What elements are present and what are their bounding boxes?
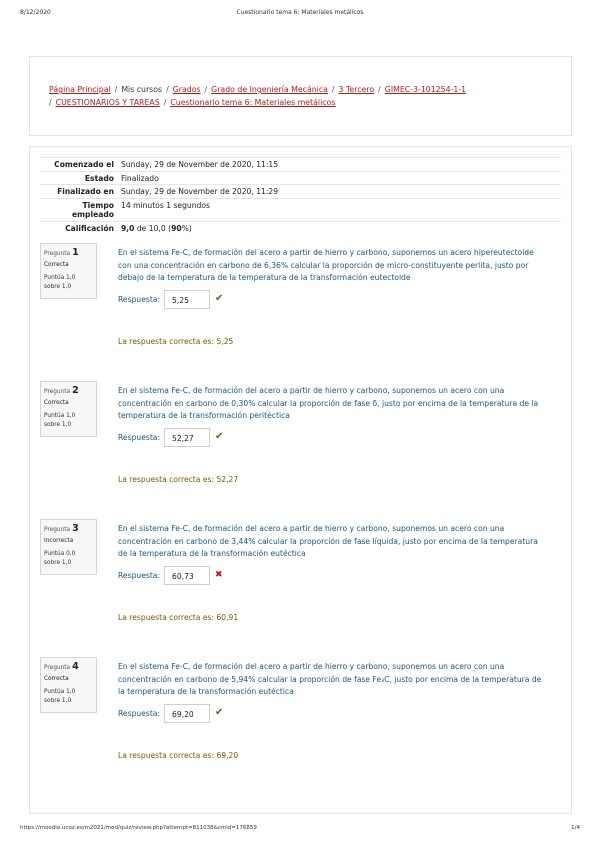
grade-total: de 10,0 ( (134, 223, 172, 233)
question-grade (44, 550, 93, 568)
question-state: Correcta (44, 400, 69, 406)
question-info (40, 519, 97, 575)
correct-answer: La respuesta correcta es: 52,27 (118, 475, 239, 484)
question-label: Pregunta (44, 251, 71, 257)
points-line: Puntúa 0,0 (44, 551, 76, 557)
question-label: Pregunta (44, 389, 71, 395)
points-line: sobre 1,0 (44, 422, 72, 428)
print-url: https://moodle.ucoz.es/m2021/mod/quiz/review.php?attempt=811038&cmid=176859 (20, 825, 257, 831)
breadcrumb-home[interactable]: Página Principal (49, 85, 111, 94)
breadcrumb-separator: / (166, 85, 169, 94)
check-icon: ✔ (215, 293, 224, 304)
answer-label: Respuesta: (118, 294, 161, 304)
print-title: Cuestionario tema 6: Materiales metálicos (236, 9, 364, 16)
summary-label: Finalizado en (57, 187, 114, 196)
question-num: 1 (72, 247, 79, 258)
answer-input[interactable]: 5,25 (164, 290, 210, 309)
question-3 (40, 519, 561, 637)
summary-value: 14 minutos 1 segundos (121, 200, 210, 210)
breadcrumb-course[interactable]: GIMEC-3-101254-1-1 (384, 85, 467, 94)
points-line: sobre 1,0 (44, 284, 72, 290)
question-num: 2 (72, 385, 79, 396)
summary-row-finished (40, 184, 561, 198)
quiz-review-panel (29, 146, 572, 814)
question-num: 4 (72, 661, 79, 672)
summary-label: Comenzado el (54, 160, 114, 169)
summary-row-grade (40, 221, 561, 235)
check-icon: ✔ (215, 707, 224, 718)
breadcrumb-container (29, 56, 572, 136)
breadcrumb-separator: / (163, 97, 167, 107)
question-num: 3 (72, 523, 79, 534)
question-info (40, 657, 97, 713)
summary-value (117, 222, 561, 235)
answer-label: Respuesta: (118, 708, 161, 718)
attempt-summary (40, 157, 561, 234)
question-2 (40, 381, 561, 499)
breadcrumb-separator: / (331, 85, 335, 94)
breadcrumb-separator: / (204, 85, 208, 94)
answer-input[interactable]: 69,20 (164, 704, 210, 723)
question-info (40, 381, 97, 437)
points-line: sobre 1,0 (44, 698, 72, 704)
summary-row-time (40, 198, 561, 221)
print-header (20, 9, 580, 19)
question-number (44, 523, 93, 536)
question-4 (40, 657, 561, 775)
question-state: Incorrecta (44, 538, 74, 544)
question-text: En el sistema Fe-C, de formación del acero a partir de hierro y carbono, suponemos un acero hipereutectoide con una concentración en carbono de 6,36% calcular la proporción de micro-constituyente perlita, justo por debajo de la temperatura de la temperatura de la transformación eutectoide (118, 248, 534, 282)
page-number: 1/4 (571, 825, 580, 831)
question-1 (40, 243, 561, 361)
points-line: Puntúa 1,0 (44, 413, 76, 419)
points-line: sobre 1,0 (44, 560, 72, 566)
summary-value: Sunday, 29 de November de 2020, 11:29 (121, 187, 279, 196)
print-date: 8/12/2020 (20, 9, 51, 16)
question-label: Pregunta (44, 527, 71, 533)
question-info (40, 243, 97, 299)
question-number (44, 385, 93, 398)
points-line: Puntúa 1,0 (44, 689, 76, 695)
summary-row-state (40, 171, 561, 185)
summary-label: Tiempo empleado (71, 200, 114, 219)
grade-close: %) (181, 223, 192, 233)
correct-answer: La respuesta correcta es: 5,25 (118, 337, 234, 346)
breadcrumb-my-courses: Mis cursos (121, 85, 163, 94)
summary-label: Calificación (65, 223, 114, 233)
question-grade (44, 412, 93, 430)
answer-input[interactable]: 60,73 (164, 566, 210, 585)
summary-label: Estado (84, 173, 114, 183)
breadcrumb-separator: / (114, 85, 118, 94)
answer-input[interactable]: 52,27 (164, 428, 210, 447)
answer-row (118, 703, 223, 723)
answer-label: Respuesta: (118, 432, 161, 442)
question-text: En el sistema Fe-C, de formación del acero a partir de hierro y carbono, suponemos un acero con una concentración en carbono de 3,44% calcular la proporción de fase líquida, justo por encima de la temperatura de la temperatura de la transformación eutéctica (118, 524, 538, 558)
question-state: Correcta (44, 676, 69, 682)
breadcrumb-quiz[interactable]: Cuestionario tema 6: Materiales metálicos (170, 97, 336, 107)
question-number (44, 661, 93, 674)
breadcrumb-section[interactable]: CUESTIONARIOS Y TAREAS (55, 97, 160, 107)
correct-answer: La respuesta correcta es: 69,20 (118, 751, 239, 760)
question-label: Pregunta (44, 665, 71, 671)
breadcrumb-degree[interactable]: Grado de Ingeniería Mecánica (211, 85, 328, 94)
question-state: Correcta (44, 262, 69, 268)
cross-icon: ✖ (215, 570, 223, 580)
question-grade (44, 688, 93, 706)
answer-label: Respuesta: (118, 570, 161, 580)
answer-row (118, 427, 223, 447)
breadcrumb-separator: / (378, 85, 381, 94)
points-line: Puntúa 1,0 (44, 275, 76, 281)
question-number (44, 247, 93, 260)
breadcrumb-grados[interactable]: Grados (172, 85, 201, 94)
breadcrumb (49, 84, 557, 109)
breadcrumb-separator: / (49, 97, 52, 107)
print-footer (20, 825, 580, 835)
summary-row-started (40, 157, 561, 171)
breadcrumb-year[interactable]: 3 Tercero (338, 85, 375, 94)
summary-value: Finalizado (121, 173, 159, 183)
question-grade (44, 274, 93, 292)
grade-percent: 90 (171, 223, 182, 233)
answer-row (118, 565, 223, 585)
grade-score: 9,0 (121, 223, 135, 233)
summary-value: Sunday, 29 de November de 2020, 11:15 (121, 160, 279, 169)
check-icon: ✔ (215, 431, 224, 442)
question-text: En el sistema Fe-C, de formación del acero a partir de hierro y carbono, suponemos un acero con una concentración en carbono de 5,94% calcular la proporción de fase Fe₃C, justo por encima de la temperatura de la temperatura de la transformación eutéctica (118, 662, 542, 696)
correct-answer: La respuesta correcta es: 60,91 (118, 613, 239, 622)
answer-row (118, 289, 223, 309)
question-text: En el sistema Fe-C, de formación del acero a partir de hierro y carbono, suponemos un acero con una concentración en carbono de 0,30% calcular la proporción de fase δ, justo por encima de la temperatura de la temperatura de la transformación peritéctica (118, 386, 539, 420)
